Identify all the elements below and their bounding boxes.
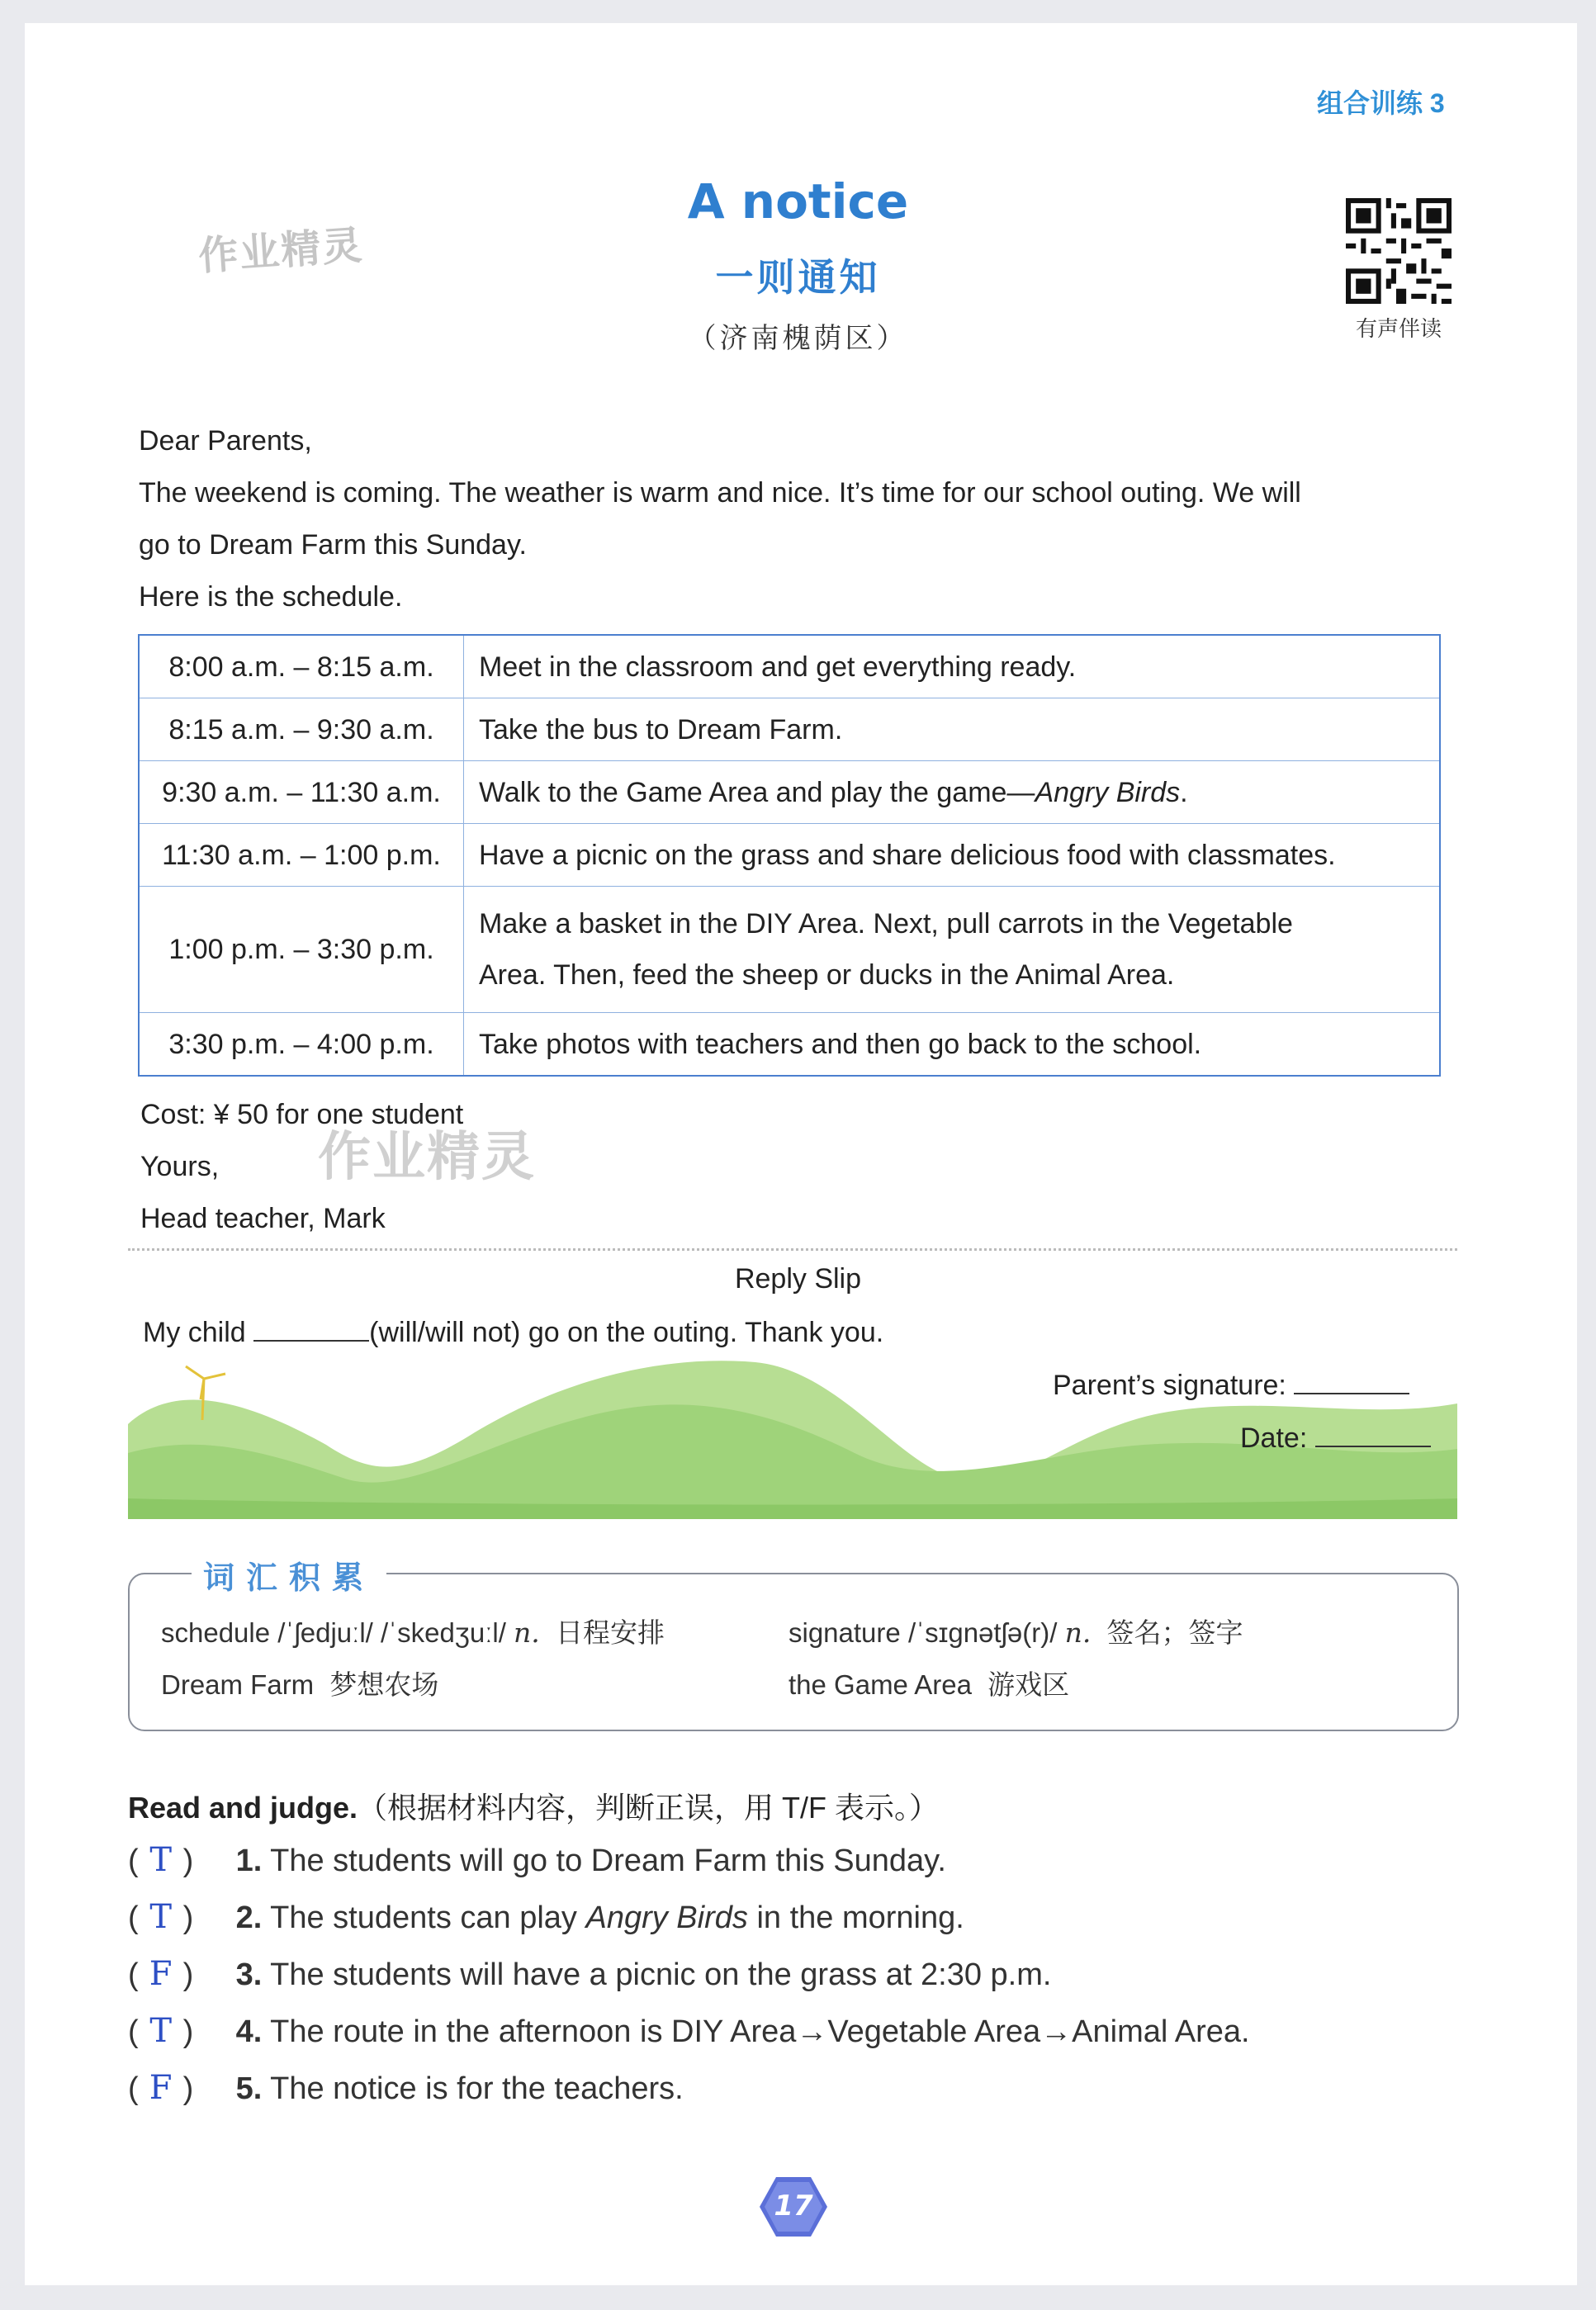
question-number: 2. <box>235 1901 263 1935</box>
activity-line: Area. Then, feed the sheep or ducks in the Animal Area. <box>479 959 1175 991</box>
vocab-meaning: 日程安排 <box>555 1617 665 1649</box>
closing-signoff: Head teacher, Mark <box>140 1203 386 1234</box>
vocab-meaning: 游戏区 <box>987 1669 1070 1701</box>
vocab-word: signature <box>789 1617 901 1648</box>
exercise-heading <box>128 1785 939 1827</box>
schedule-time: 11:30 a.m. – 1:00 p.m. <box>139 824 464 887</box>
watermark: 作业精灵 <box>318 1127 536 1188</box>
schedule-time: 8:15 a.m. – 9:30 a.m. <box>139 698 464 761</box>
vocab-pos: n. <box>514 1617 540 1649</box>
question-text: The students will go to Dream Farm this Sunday. <box>270 1844 946 1878</box>
closing-yours: Yours, <box>140 1151 220 1182</box>
schedule-table <box>138 634 1441 1077</box>
activity-text: . <box>1180 776 1188 808</box>
question-number: 1. <box>235 1844 263 1878</box>
question-number: 3. <box>235 1957 263 1992</box>
vocab-item <box>161 1664 438 1702</box>
vocab-item <box>789 1664 1069 1702</box>
vocab-phonetic: /ˈʃedjuːl/ /ˈskedʒuːl/ <box>277 1617 506 1648</box>
vocab-item <box>789 1612 1243 1650</box>
date-label: Date: <box>1240 1422 1308 1454</box>
activity-line: Make a basket in the DIY Area. Next, pull carrots in the Vegetable <box>479 908 1293 940</box>
answer-value: T <box>149 1841 172 1879</box>
question-item <box>128 1841 946 1879</box>
table-row <box>139 698 1440 761</box>
question-text: The notice is for the teachers. <box>270 2071 684 2106</box>
reply-text: My child <box>143 1317 254 1348</box>
table-row <box>139 635 1440 698</box>
question-text: The students can play <box>270 1901 586 1935</box>
table-row <box>139 824 1440 887</box>
answer-value: F <box>149 1955 173 1993</box>
answer-paren[interactable]: ( T ) <box>128 2012 194 2050</box>
schedule-activity: Take the bus to Dream Farm. <box>464 698 1441 761</box>
schedule-activity: Take photos with teachers and then go back to the school. <box>464 1013 1441 1077</box>
date-line <box>1240 1421 1431 1455</box>
exercise-title: Read and judge. <box>128 1791 358 1825</box>
cost-line: Cost: ¥ 50 for one student <box>140 1099 464 1130</box>
page-title: A notice <box>687 173 909 230</box>
letter-line: The weekend is coming. The weather is warm and nice. It’s time for our school outing. We will <box>139 477 1301 509</box>
question-number: 4. <box>235 2014 263 2049</box>
table-row <box>139 887 1440 1013</box>
letter-line: go to Dream Farm this Sunday. <box>139 529 527 561</box>
answer-paren[interactable]: ( F ) <box>128 1955 194 1993</box>
question-text: in the morning. <box>747 1901 964 1935</box>
vocab-meaning: 梦想农场 <box>329 1669 439 1701</box>
schedule-activity <box>464 761 1441 824</box>
game-name: Angry Birds <box>585 1901 748 1935</box>
section-tag: 组合训练 3 <box>1317 88 1445 118</box>
qr-code-icon[interactable] <box>1346 198 1452 304</box>
reply-slip-line <box>143 1315 883 1349</box>
answer-value: T <box>149 1898 172 1936</box>
answer-paren[interactable]: ( T ) <box>128 1841 194 1879</box>
region-label: （济南槐荫区） <box>688 322 908 355</box>
watermark: 作业精灵 <box>197 222 366 280</box>
signature-line <box>1053 1368 1409 1402</box>
vocab-word: schedule <box>161 1617 271 1648</box>
schedule-time: 3:30 p.m. – 4:00 p.m. <box>139 1013 464 1077</box>
answer-paren[interactable]: ( T ) <box>128 1898 194 1936</box>
page-number: 17 <box>774 2189 813 2222</box>
vocab-title: 词汇积累 <box>192 1552 386 1598</box>
table-row <box>139 761 1440 824</box>
signature-label: Parent’s signature: <box>1053 1370 1286 1401</box>
schedule-activity <box>464 887 1441 1013</box>
question-item <box>128 1955 1051 1993</box>
schedule-time: 9:30 a.m. – 11:30 a.m. <box>139 761 464 824</box>
vocab-word: the Game Area <box>789 1669 972 1700</box>
vocab-meaning: 签名；签字 <box>1106 1617 1243 1649</box>
question-text: The route in the afternoon is DIY Area→Vegetable Area→Animal Area. <box>270 2014 1250 2049</box>
letter-line: Here is the schedule. <box>139 581 403 613</box>
schedule-activity: Meet in the classroom and get everything ready. <box>464 635 1441 698</box>
exercise-instruction: （根据材料内容，判断正误，用 T/F 表示。） <box>358 1791 940 1825</box>
question-item <box>128 2012 1250 2050</box>
table-row <box>139 1013 1440 1077</box>
schedule-activity: Have a picnic on the grass and share delicious food with classmates. <box>464 824 1441 887</box>
reply-text: (will/will not) go on the outing. Thank you. <box>369 1317 884 1348</box>
vocab-word: Dream Farm <box>161 1669 315 1700</box>
question-text: The students will have a picnic on the grass at 2:30 p.m. <box>270 1957 1052 1992</box>
page-subtitle: 一则通知 <box>715 255 881 300</box>
question-number: 5. <box>235 2071 263 2106</box>
vocab-pos: n. <box>1064 1617 1092 1649</box>
question-item <box>128 1898 964 1936</box>
answer-value: F <box>149 2069 173 2107</box>
answer-paren[interactable]: ( F ) <box>128 2069 194 2107</box>
schedule-time: 1:00 p.m. – 3:30 p.m. <box>139 887 464 1013</box>
vocab-phonetic: /ˈsɪɡnətʃə(r)/ <box>907 1617 1058 1648</box>
will-blank[interactable] <box>253 1315 369 1342</box>
qr-code-label: 有声伴读 <box>1355 317 1442 342</box>
date-blank[interactable] <box>1315 1421 1431 1447</box>
game-name: Angry Birds <box>1035 776 1181 808</box>
question-item <box>128 2069 684 2107</box>
schedule-time: 8:00 a.m. – 8:15 a.m. <box>139 635 464 698</box>
cut-line <box>128 1248 1457 1251</box>
page <box>25 23 1577 2285</box>
answer-value: T <box>149 2012 172 2050</box>
signature-blank[interactable] <box>1294 1368 1409 1394</box>
reply-slip-title: Reply Slip <box>734 1263 862 1295</box>
letter-greeting: Dear Parents, <box>139 425 312 457</box>
vocab-item <box>161 1612 665 1650</box>
activity-text: Walk to the Game Area and play the game— <box>479 776 1035 808</box>
